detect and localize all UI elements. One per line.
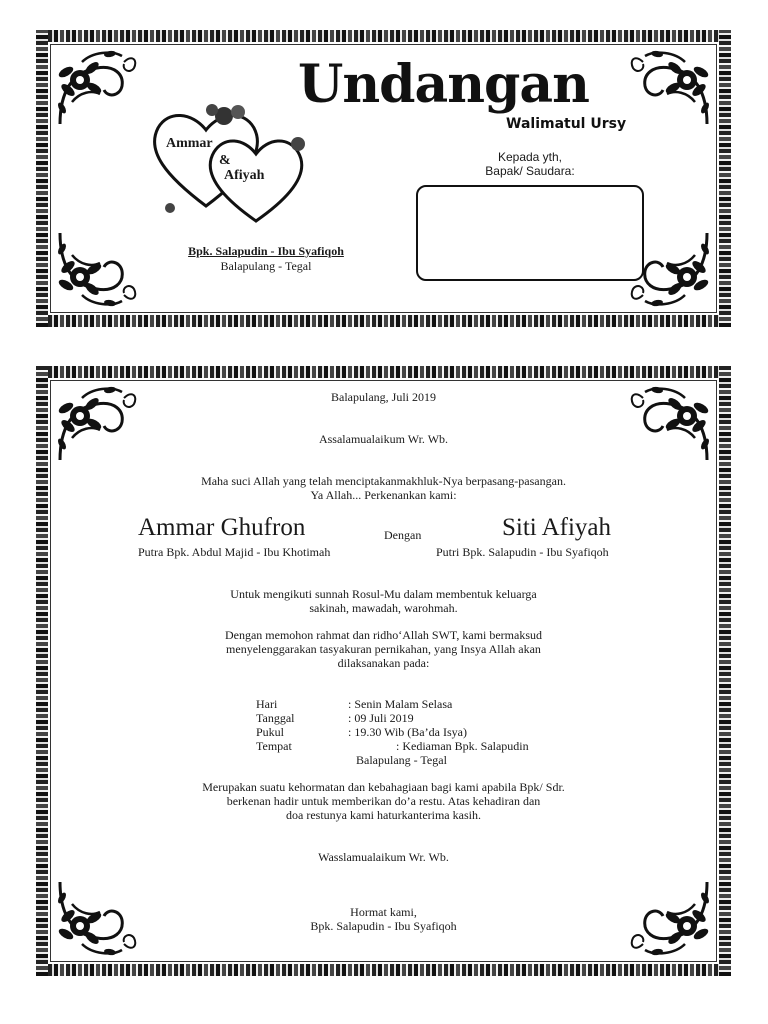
border-bottom bbox=[36, 315, 731, 327]
intro-line-2: Ya Allah... Perkenankan kami: bbox=[310, 488, 457, 502]
detail-value: : Senin Malam Selasa bbox=[348, 697, 453, 711]
inner-frame bbox=[50, 380, 717, 962]
groom-parents: Putra Bpk. Abdul Majid - Ibu Khotimah bbox=[138, 545, 331, 559]
closing-line-3: doa restunya kami haturkanterima kasih. bbox=[286, 808, 481, 822]
detail-value: : 09 Juli 2019 bbox=[348, 711, 414, 725]
purpose-line-1: Untuk mengikuti sunnah Rosul-Mu dalam membentuk keluarga bbox=[230, 587, 537, 601]
detail-row-tanggal bbox=[256, 711, 529, 725]
border-top bbox=[36, 30, 731, 42]
detail-row-tempat bbox=[256, 739, 529, 753]
border-left bbox=[36, 30, 48, 327]
border-left bbox=[36, 366, 48, 976]
floral-ornament-icon bbox=[52, 42, 142, 132]
request-line-2: menyelenggarakan tasyakuran pernikahan, yang Insya Allah akan bbox=[226, 642, 541, 656]
sender-place: Balapulang - Tegal bbox=[220, 259, 312, 273]
couple-groom-name: Ammar bbox=[166, 136, 213, 151]
recipient-label bbox=[416, 150, 644, 178]
invitation-title: Undangan bbox=[298, 54, 589, 115]
request-line-1: Dengan memohon rahmat dan ridho‘Allah SWT, kami bermaksud bbox=[224, 628, 543, 642]
sender-name: Bpk. Salapudin - Ibu Syafiqoh bbox=[188, 244, 344, 258]
detail-label: Tempat bbox=[256, 739, 292, 753]
recipient-line2: Bapak/ Saudara: bbox=[485, 164, 575, 178]
couple-ampersand: & bbox=[219, 153, 231, 168]
request-line-3: dilaksanakan pada: bbox=[337, 656, 430, 670]
bride-name: Siti Afiyah bbox=[502, 514, 612, 541]
recipient-line1: Kepada yth, bbox=[497, 150, 563, 164]
border-bottom bbox=[36, 964, 731, 976]
detail-row-hari bbox=[256, 697, 529, 711]
detail-row-tempat-cont bbox=[256, 753, 529, 767]
closing-line-2: berkenan hadir untuk memberikan do’a restu. Atas kehadiran dan bbox=[226, 794, 541, 808]
farewell: Wasslamualaikum Wr. Wb. bbox=[318, 850, 449, 864]
detail-value: : Kediaman Bpk. Salapudin bbox=[396, 739, 529, 753]
detail-label: Tanggal bbox=[256, 711, 295, 725]
letter-card bbox=[36, 366, 731, 976]
detail-value: : 19.30 Wib (Ba’da Isya) bbox=[348, 725, 467, 739]
floral-ornament-icon bbox=[52, 225, 142, 315]
detail-value: Balapulang - Tegal bbox=[356, 753, 447, 767]
detail-label: Pukul bbox=[256, 725, 285, 739]
event-details bbox=[256, 697, 529, 767]
border-top bbox=[36, 366, 731, 378]
border-right bbox=[719, 30, 731, 327]
envelope-card bbox=[36, 30, 731, 327]
floral-ornament-icon bbox=[625, 42, 715, 132]
dengan-label: Dengan bbox=[384, 528, 422, 542]
purpose-line-2: sakinah, mawadah, warohmah. bbox=[309, 601, 458, 615]
bride-parents: Putri Bpk. Salapudin - Ibu Syafiqoh bbox=[436, 545, 609, 559]
letter-date: Balapulang, Juli 2019 bbox=[331, 390, 436, 404]
intro-line-1: Maha suci Allah yang telah menciptakanmakhluk-Nya berpasang-pasangan. bbox=[201, 474, 566, 488]
hearts-icon bbox=[146, 96, 316, 226]
closing-line-1: Merupakan suatu kehormatan dan kebahagiaan bagi kami apabila Bpk/ Sdr. bbox=[202, 780, 565, 794]
signoff-line-2: Bpk. Salapudin - Ibu Syafiqoh bbox=[310, 919, 457, 933]
detail-row-pukul bbox=[256, 725, 529, 739]
couple-bride-name: Afiyah bbox=[224, 168, 265, 183]
detail-label: Hari bbox=[256, 697, 278, 711]
letter-greeting: Assalamualaikum Wr. Wb. bbox=[318, 432, 449, 446]
border-right bbox=[719, 366, 731, 976]
signoff-line-1: Hormat kami, bbox=[350, 905, 417, 919]
invitation-subtitle: Walimatul Ursy bbox=[506, 116, 627, 132]
sender-block bbox=[166, 244, 366, 274]
recipient-address-box bbox=[416, 185, 644, 281]
groom-name: Ammar Ghufron bbox=[138, 514, 306, 541]
